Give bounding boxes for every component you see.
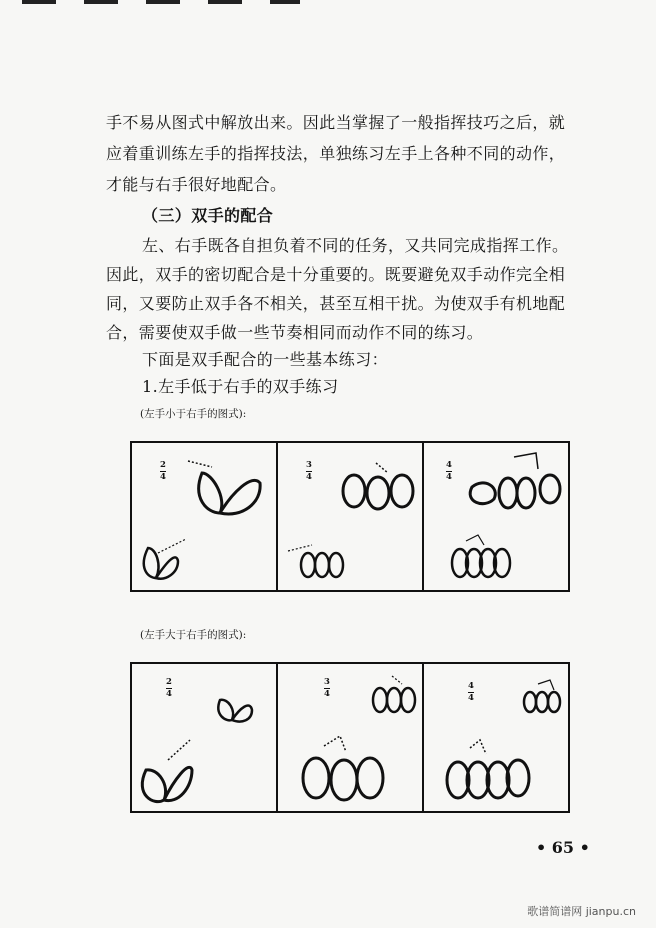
page-number: • 65 • bbox=[536, 838, 590, 857]
body-line: 同，又要防止双手各不相关，甚至互相干扰。为使双手有机地配 bbox=[106, 294, 566, 313]
left-hand-pattern-drawing bbox=[440, 730, 550, 810]
section-heading: （三）双手的配合 bbox=[142, 206, 274, 225]
diagram-cell bbox=[132, 664, 278, 811]
top-rule bbox=[22, 0, 56, 4]
time-signature: 2 4 bbox=[160, 460, 166, 482]
time-signature: 4 4 bbox=[468, 681, 474, 703]
diagram-cell bbox=[132, 443, 278, 590]
left-hand-pattern-drawing bbox=[138, 533, 208, 583]
right-hand-pattern-drawing bbox=[464, 447, 574, 521]
body-line: 左、右手既各自担负着不同的任务，又共同完成指挥工作。 bbox=[142, 236, 569, 255]
left-hand-pattern-drawing bbox=[134, 730, 214, 810]
diagram-cell bbox=[424, 664, 568, 811]
right-hand-pattern-drawing bbox=[212, 680, 262, 730]
left-hand-pattern-drawing bbox=[296, 726, 396, 810]
body-line: 下面是双手配合的一些基本练习： bbox=[142, 350, 389, 369]
exercise-title: 1.左手低于右手的双手练习 bbox=[142, 377, 339, 396]
top-rule bbox=[84, 0, 118, 4]
figure-caption: (左手小于右手的图式): bbox=[140, 408, 247, 420]
figure-caption: (左手大于右手的图式): bbox=[140, 629, 247, 641]
conducting-diagram-figure bbox=[130, 441, 570, 592]
top-rule bbox=[270, 0, 300, 4]
body-line: 才能与右手很好地配合。 bbox=[106, 175, 287, 194]
body-line: 合，需要使双手做一些节奏相同而动作不同的练习。 bbox=[106, 323, 484, 342]
left-hand-pattern-drawing bbox=[444, 531, 524, 583]
body-line: 因此，双手的密切配合是十分重要的。既要避免双手动作完全相 bbox=[106, 265, 566, 284]
right-hand-pattern-drawing bbox=[182, 453, 272, 523]
body-line: 手不易从图式中解放出来。因此当掌握了一般指挥技巧之后，就 bbox=[106, 113, 566, 132]
diagram-cell bbox=[424, 443, 568, 590]
top-rule bbox=[146, 0, 180, 4]
time-signature: 2 4 bbox=[166, 677, 172, 699]
diagram-cell bbox=[278, 443, 424, 590]
left-hand-pattern-drawing bbox=[286, 533, 356, 583]
time-signature: 3 4 bbox=[306, 460, 312, 482]
conducting-diagram-figure bbox=[130, 662, 570, 813]
diagram-cell bbox=[278, 664, 424, 811]
right-hand-pattern-drawing bbox=[520, 674, 574, 720]
body-line: 应着重训练左手的指挥技法，单独练习左手上各种不同的动作， bbox=[106, 144, 566, 163]
right-hand-pattern-drawing bbox=[336, 453, 426, 523]
right-hand-pattern-drawing bbox=[368, 670, 428, 720]
top-rule bbox=[208, 0, 242, 4]
time-signature: 4 4 bbox=[446, 460, 452, 482]
site-watermark: 歌谱简谱网 jianpu.cn bbox=[527, 905, 636, 918]
time-signature: 3 4 bbox=[324, 677, 330, 699]
